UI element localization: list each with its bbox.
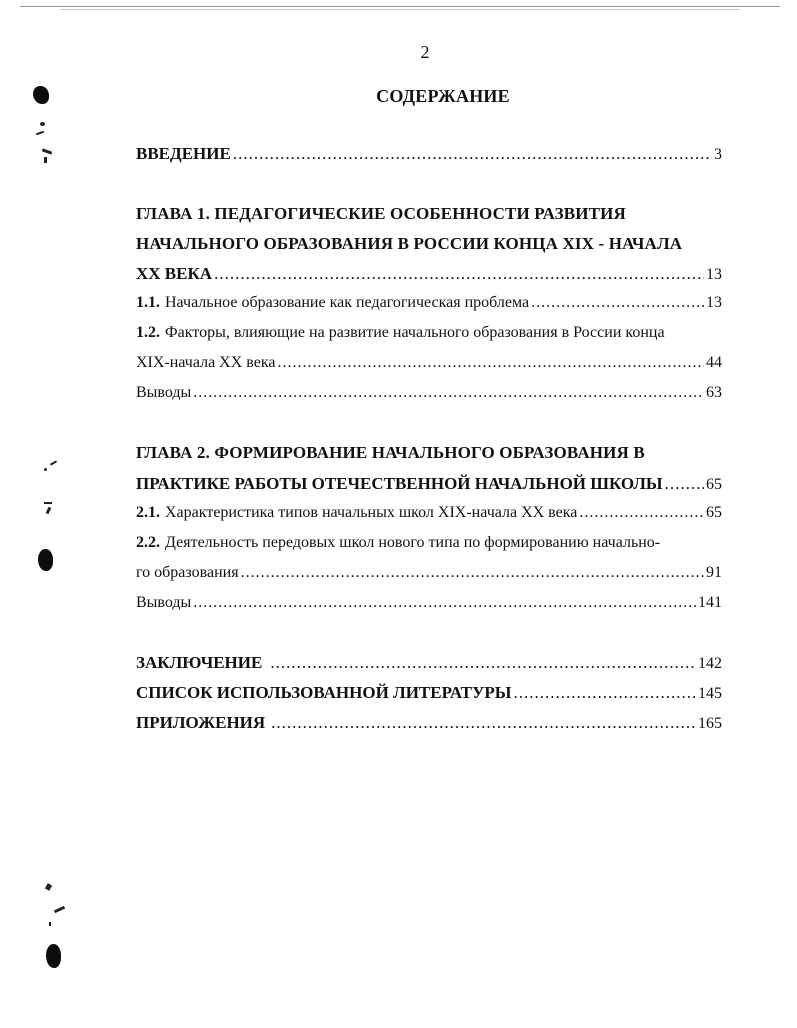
scan-speck-mark	[44, 157, 47, 163]
toc-page-number: 65	[706, 504, 722, 521]
scan-speck-mark	[42, 148, 52, 154]
toc-entry-label: ПРИЛОЖЕНИЯ	[136, 713, 266, 732]
toc-page-number: 145	[698, 685, 722, 702]
chapter-1-heading-line: ГЛАВА 1. ПЕДАГОГИЧЕСКИЕ ОСОБЕННОСТИ РАЗВИТИЯ	[136, 204, 626, 223]
scan-blot-mark	[46, 944, 61, 968]
toc-entry-section-2-2-line[interactable]	[136, 534, 722, 552]
toc-entry-label: Характеристика типов начальных школ XIX-начала XX века	[165, 504, 578, 521]
page-number: 2	[420, 42, 430, 62]
scan-speck-mark	[46, 507, 52, 515]
toc-entry-section-2-1[interactable]	[136, 504, 722, 526]
toc-page-number: 65	[706, 476, 722, 493]
dot-leader	[665, 474, 704, 494]
toc-entry-label: ВВЕДЕНИЕ	[136, 144, 231, 163]
toc-entry-label-continued: XIX-начала XX века	[136, 354, 276, 371]
scan-speck-mark	[45, 883, 52, 891]
dot-leader	[241, 564, 704, 582]
toc-entry-chapter-1[interactable]	[136, 264, 722, 286]
toc-entry-section-1-2-line[interactable]	[136, 324, 722, 342]
dot-leader	[579, 504, 704, 522]
document-title: СОДЕРЖАНИЕ	[376, 86, 510, 106]
scan-blot-mark	[38, 549, 53, 571]
toc-entry-appendices[interactable]	[136, 713, 722, 735]
toc-entry-label: ЗАКЛЮЧЕНИЕ	[136, 653, 263, 672]
toc-entry-label: Деятельность передовых школ нового типа по формированию начально-	[165, 534, 661, 551]
toc-entry-label: Факторы, влияющие на развитие начального образования в России конца	[165, 324, 665, 341]
section-number: 1.2.	[136, 324, 160, 341]
toc-entry-label-continued: го образования	[136, 564, 239, 581]
dot-leader	[531, 294, 704, 312]
scan-speck-mark	[40, 122, 45, 126]
scan-border-line	[60, 9, 740, 10]
toc-entry-label: ПРАКТИКЕ РАБОТЫ ОТЕЧЕСТВЕННОЙ НАЧАЛЬНОЙ ШКОЛЫ	[136, 474, 663, 493]
section-number: 1.1.	[136, 294, 160, 311]
section-number: 2.2.	[136, 534, 160, 551]
toc-entry-section-1-1[interactable]	[136, 294, 722, 316]
chapter-1-heading-line: НАЧАЛЬНОГО ОБРАЗОВАНИЯ В РОССИИ КОНЦА XIX - НАЧАЛА	[136, 234, 683, 253]
toc-entry-chapter-1-conclusions[interactable]	[136, 384, 722, 406]
toc-entry-introduction[interactable]	[136, 144, 722, 166]
toc-page-number: 13	[706, 266, 722, 283]
dot-leader	[214, 264, 704, 284]
scan-speck-mark	[50, 460, 57, 465]
toc-entry-section-2-2[interactable]	[136, 564, 722, 586]
dot-leader	[193, 384, 704, 402]
scan-speck-mark	[44, 468, 47, 471]
dot-leader	[193, 594, 696, 612]
scan-speck-mark	[49, 922, 51, 926]
toc-page-number: 3	[714, 146, 722, 163]
toc-entry-label: Выводы	[136, 384, 192, 401]
toc-entry-label: Начальное образование как педагогическая проблема	[165, 294, 530, 311]
toc-entry-label: СПИСОК ИСПОЛЬЗОВАННОЙ ЛИТЕРАТУРЫ	[136, 683, 512, 702]
toc-entry-label: XX ВЕКА	[136, 264, 213, 283]
section-number: 2.1.	[136, 504, 160, 521]
chapter-2-heading-line: ГЛАВА 2. ФОРМИРОВАНИЕ НАЧАЛЬНОГО ОБРАЗОВАНИЯ В	[136, 443, 645, 462]
scan-blot-mark	[33, 86, 49, 104]
toc-page-number: 165	[698, 715, 722, 732]
toc-page-number: 44	[706, 354, 722, 371]
toc-page-number: 13	[706, 294, 722, 311]
dot-leader	[277, 354, 704, 372]
scan-speck-mark	[36, 131, 44, 136]
scan-speck-mark	[54, 906, 65, 913]
toc-entry-chapter-2-conclusions[interactable]	[136, 594, 722, 616]
toc-entry-label: Выводы	[136, 594, 192, 611]
dot-leader	[271, 713, 696, 733]
toc-page-number: 91	[706, 564, 722, 581]
toc-page-number: 63	[706, 384, 722, 401]
dot-leader	[233, 144, 712, 164]
toc-entry-conclusion[interactable]	[136, 653, 722, 675]
toc-page-number: 142	[698, 655, 722, 672]
toc-entry-bibliography[interactable]	[136, 683, 722, 705]
toc-page-number: 141	[698, 594, 722, 611]
dot-leader	[270, 653, 696, 673]
scan-speck-mark	[44, 502, 52, 504]
toc-entry-chapter-2[interactable]	[136, 474, 722, 496]
dot-leader	[514, 683, 697, 703]
scan-border-line	[20, 6, 780, 7]
toc-entry-section-1-2[interactable]	[136, 354, 722, 376]
